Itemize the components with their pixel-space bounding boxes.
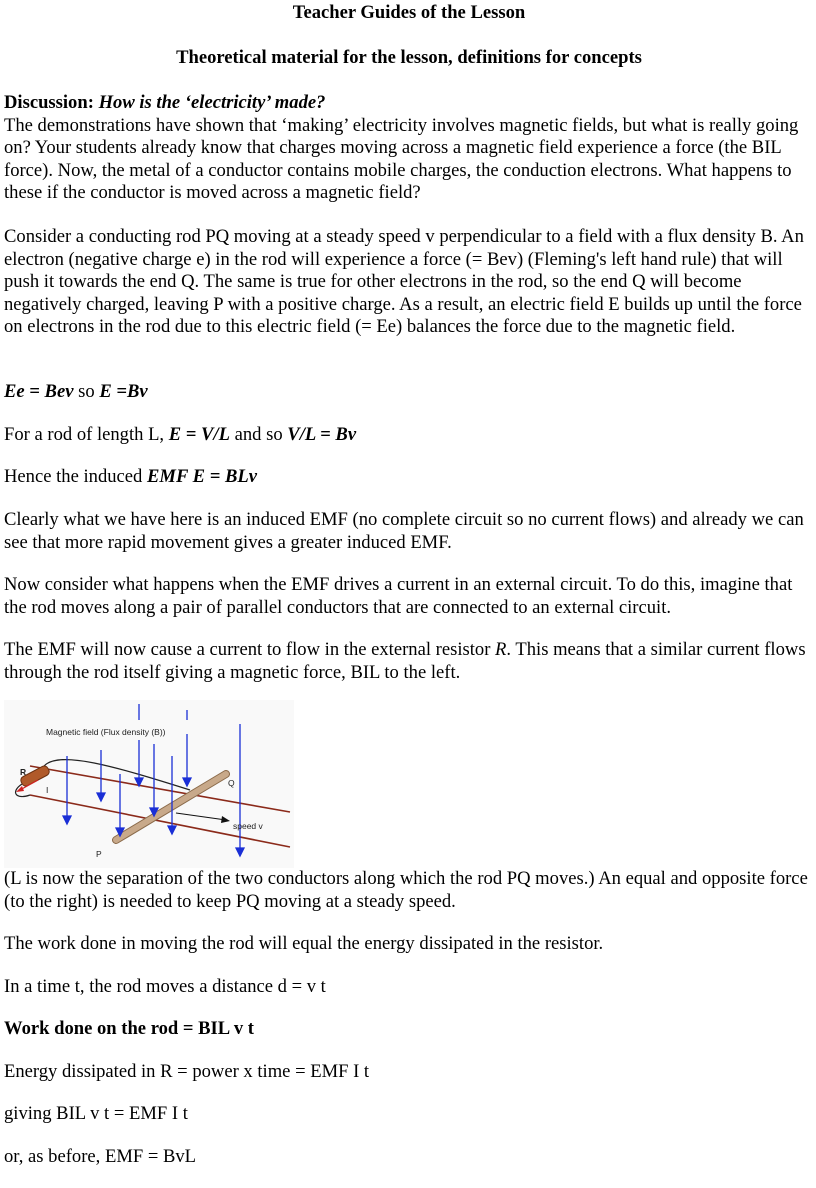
work-energy-paragraph: The work done in moving the rod will equal the energy dissipated in the resistor. [4, 933, 604, 954]
equation-ee-bev [4, 381, 814, 404]
moving-rod-diagram [4, 700, 294, 868]
equation-induced-emf [4, 466, 814, 489]
resistor-label: R [20, 767, 27, 777]
separation-paragraph: (L is now the separation of the two conductors along which the rod PQ moves.) An equal and opposite force (to the right) is needed to keep PQ moving at a steady speed. [4, 868, 808, 912]
diagram-background [4, 700, 294, 868]
consider-paragraph: Consider a conducting rod PQ moving at a steady speed v perpendicular to a field with a flux density B. An electron (negative charge e) in the rod will experience a force (= Bev) (Fleming's left hand rule) that will push it towards the end Q. The same is true for other electrons in the rod, so the end Q will become negatively charged, leaving P with a positive charge. As a result, an electric field E builds up until the force on electrons in the rod due to this electric field (= Ee) balances the force due to the magnetic field. [4, 226, 804, 337]
page-subtitle: Theoretical material for the lesson, definitions for concepts [176, 47, 642, 68]
equation-part: E =Bv [99, 381, 148, 402]
equation-part: EMF E = BLv [147, 466, 257, 487]
equation-connector: so [73, 381, 100, 402]
field-label: Magnetic field (Flux density (B)) [46, 727, 166, 737]
speed-label: speed v [233, 821, 263, 831]
equation-text: For a rod of length L, [4, 424, 169, 445]
discussion-label: Discussion: [4, 92, 94, 113]
discussion-body: The demonstrations have shown that ‘making’ electricity involves magnetic fields, but what is really going on? Your students already know that charges moving across a magnetic field experience a force (the BIL force). Now, the metal of a conductor contains mobile charges, the conduction electrons. What happens to these if the conductor is moved across a magnetic field? [4, 114, 799, 203]
energy-dissipated-line: Energy dissipated in R = power x time = EMF I t [4, 1061, 370, 1082]
paragraph-text: The EMF will now cause a current to flow in the external resistor [4, 639, 496, 660]
resistor-symbol: R [495, 639, 507, 660]
clearly-paragraph: Clearly what we have here is an induced EMF (no complete circuit so no current flows) and already we can see that more rapid movement gives a greater induced EMF. [4, 509, 804, 553]
page-title: Teacher Guides of the Lesson [292, 2, 526, 23]
equation-rod-length [4, 424, 814, 447]
work-done-line: Work done on the rod = BIL v t [4, 1018, 254, 1039]
distance-line: In a time t, the rod moves a distance d = v t [4, 976, 326, 997]
equation-part: E = V/L [168, 424, 230, 445]
discussion-question: How is the ‘electricity’ made? [98, 92, 326, 113]
equation-connector: and so [229, 424, 288, 445]
equation-part: Ee = Bev [4, 381, 74, 402]
now-consider-paragraph: Now consider what happens when the EMF drives a current in an external circuit. To do this, imagine that the rod moves along a pair of parallel conductors that are connected to an external circuit. [4, 574, 793, 618]
giving-line: giving BIL v t = EMF I t [4, 1103, 188, 1124]
q-label: Q [228, 778, 235, 788]
paragraph-text: . This means that a similar current flows through the rod itself giving a magnetic force, BIL to the left. [4, 639, 806, 683]
discussion-paragraph [4, 92, 814, 205]
equation-text: Hence the induced [4, 466, 148, 487]
as-before-line: or, as before, EMF = BvL [4, 1146, 197, 1167]
p-label: P [96, 849, 102, 859]
equation-part: V/L = Bv [287, 424, 357, 445]
emf-current-paragraph [4, 639, 814, 684]
current-label: I [46, 785, 49, 795]
